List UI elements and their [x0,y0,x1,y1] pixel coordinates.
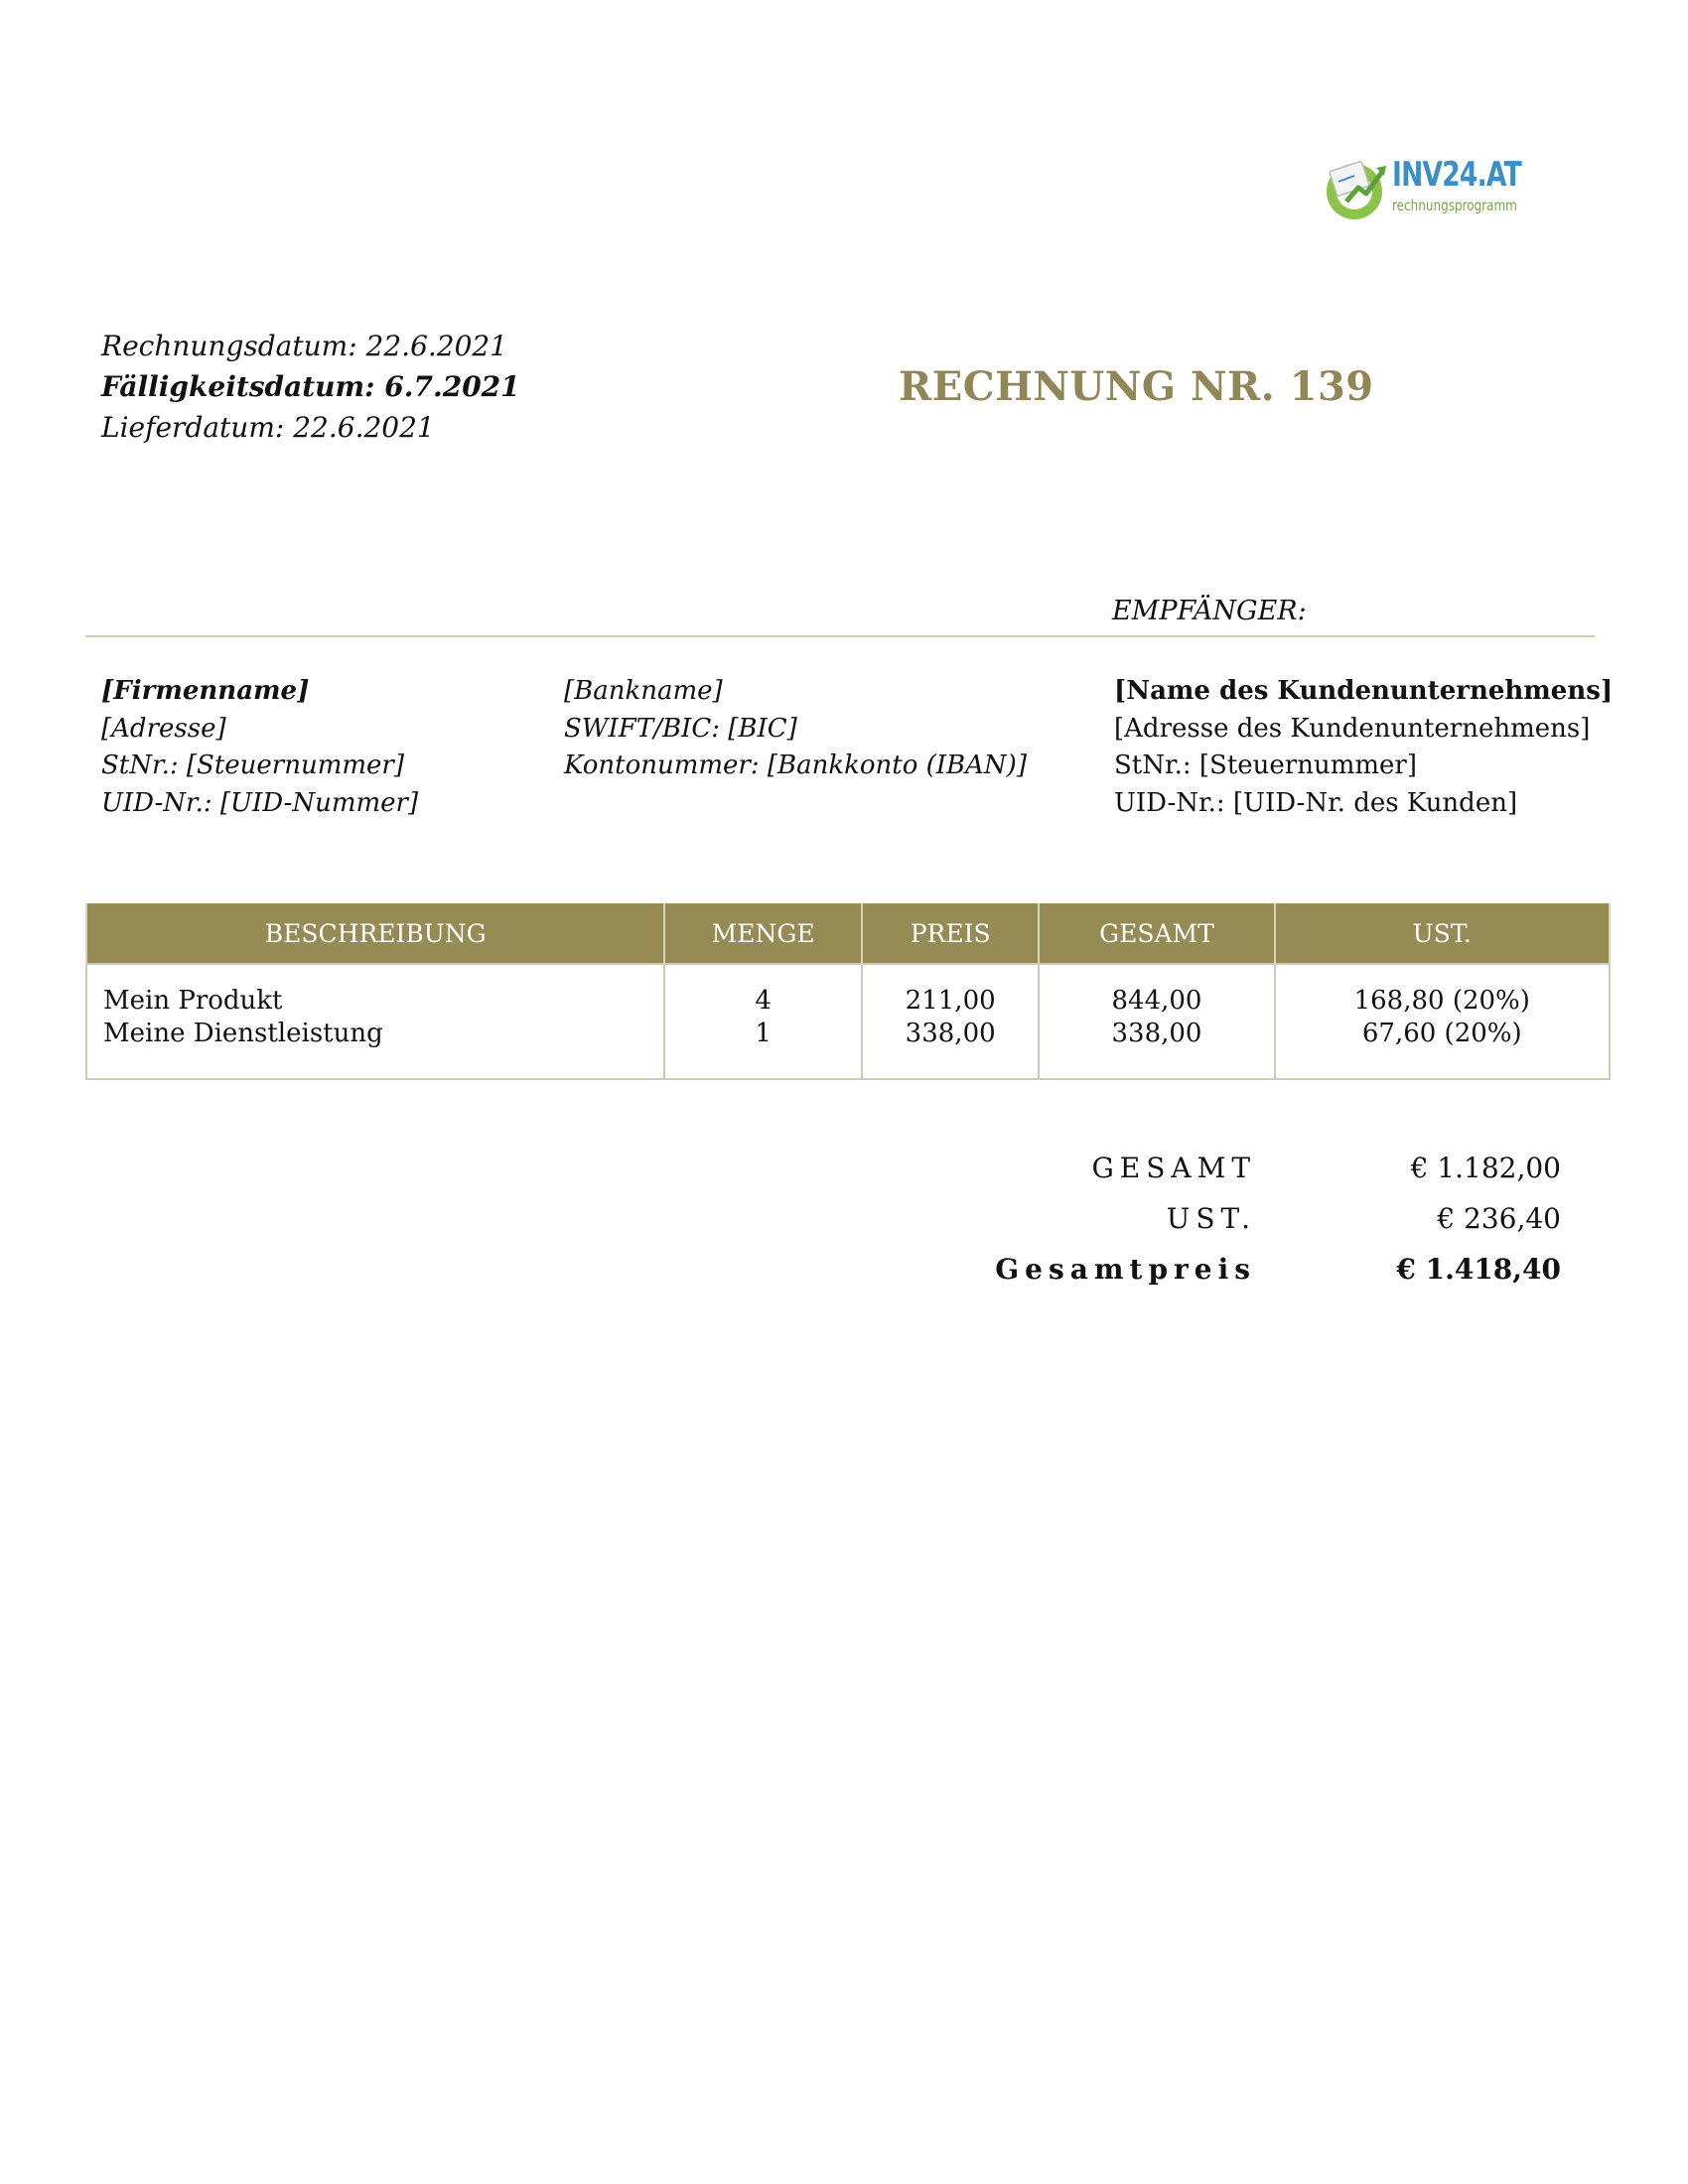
divider [85,635,1595,637]
bank-name: [Bankname] [564,676,723,706]
header-vat: UST. [1275,903,1610,964]
item-total: 844,00 [1111,986,1202,1016]
item-description: Mein Produkt [103,986,283,1016]
invoice-title: RECHNUNG NR. 139 [899,363,1374,410]
customer-tax-number: StNr.: [Steuernummer] [1114,751,1417,780]
item-vat: 67,60 (20%) [1361,1019,1522,1048]
company-logo [1321,149,1539,228]
subtotal-value: € 1.182,00 [1410,1152,1561,1184]
totals-block [993,1152,1569,1303]
sender-company-block [101,673,418,822]
invoice-dates [101,326,520,448]
line-items-table [85,903,1611,1080]
logo-tagline: rechnungsprogramm [1392,197,1517,214]
vat-cell [1275,964,1610,1079]
company-vat-id: UID-Nr.: [UID-Nummer] [101,787,419,818]
bank-block [564,673,1027,785]
logo-mark-icon [1321,154,1390,223]
delivery-date: Lieferdatum: 22.6.2021 [101,411,435,444]
customer-address: [Adresse des Kundenunternehmens] [1114,713,1591,744]
header-price: PREIS [862,903,1040,964]
total-cell [1039,964,1274,1079]
quantity-cell [664,964,861,1079]
item-price: 211,00 [905,986,996,1016]
item-total: 338,00 [1111,1019,1202,1048]
header-total: GESAMT [1039,903,1274,964]
customer-block [1114,673,1613,822]
header-quantity: MENGE [664,903,861,964]
company-address: [Adresse] [101,713,226,744]
description-cell [86,964,664,1079]
vat-total-label: UST. [1166,1202,1256,1235]
table-row [86,964,1610,1079]
customer-vat-id: UID-Nr.: [UID-Nr. des Kunden] [1114,787,1518,818]
recipient-heading: EMPFÄNGER: [1112,596,1307,626]
table-header-row [86,903,1610,964]
bank-account: Kontonummer: [Bankkonto (IBAN)] [564,751,1027,780]
item-quantity: 4 [755,986,772,1016]
subtotal-row [993,1152,1569,1202]
price-cell [862,964,1040,1079]
company-tax-number: StNr.: [Steuernummer] [101,751,404,780]
customer-name: [Name des Kundenunternehmens] [1114,676,1614,706]
item-price: 338,00 [905,1019,996,1048]
item-quantity: 1 [755,1019,772,1048]
item-vat: 168,80 (20%) [1353,986,1530,1016]
company-name: [Firmenname] [101,676,310,706]
bank-swift: SWIFT/BIC: [BIC] [564,713,797,744]
vat-total-value: € 236,40 [1437,1202,1561,1235]
grand-total-value: € 1.418,40 [1396,1253,1561,1286]
header-description: BESCHREIBUNG [86,903,664,964]
item-description: Meine Dienstleistung [103,1019,383,1048]
grand-total-label: Gesamtpreis [995,1253,1256,1286]
subtotal-label: GESAMT [1091,1152,1256,1184]
logo-name: INV24.AT [1392,155,1521,195]
due-date: Fälligkeitsdatum: 6.7.2021 [101,370,520,403]
grand-total-row [993,1253,1569,1303]
vat-total-row [993,1202,1569,1253]
invoice-date: Rechnungsdatum: 22.6.2021 [101,330,508,362]
